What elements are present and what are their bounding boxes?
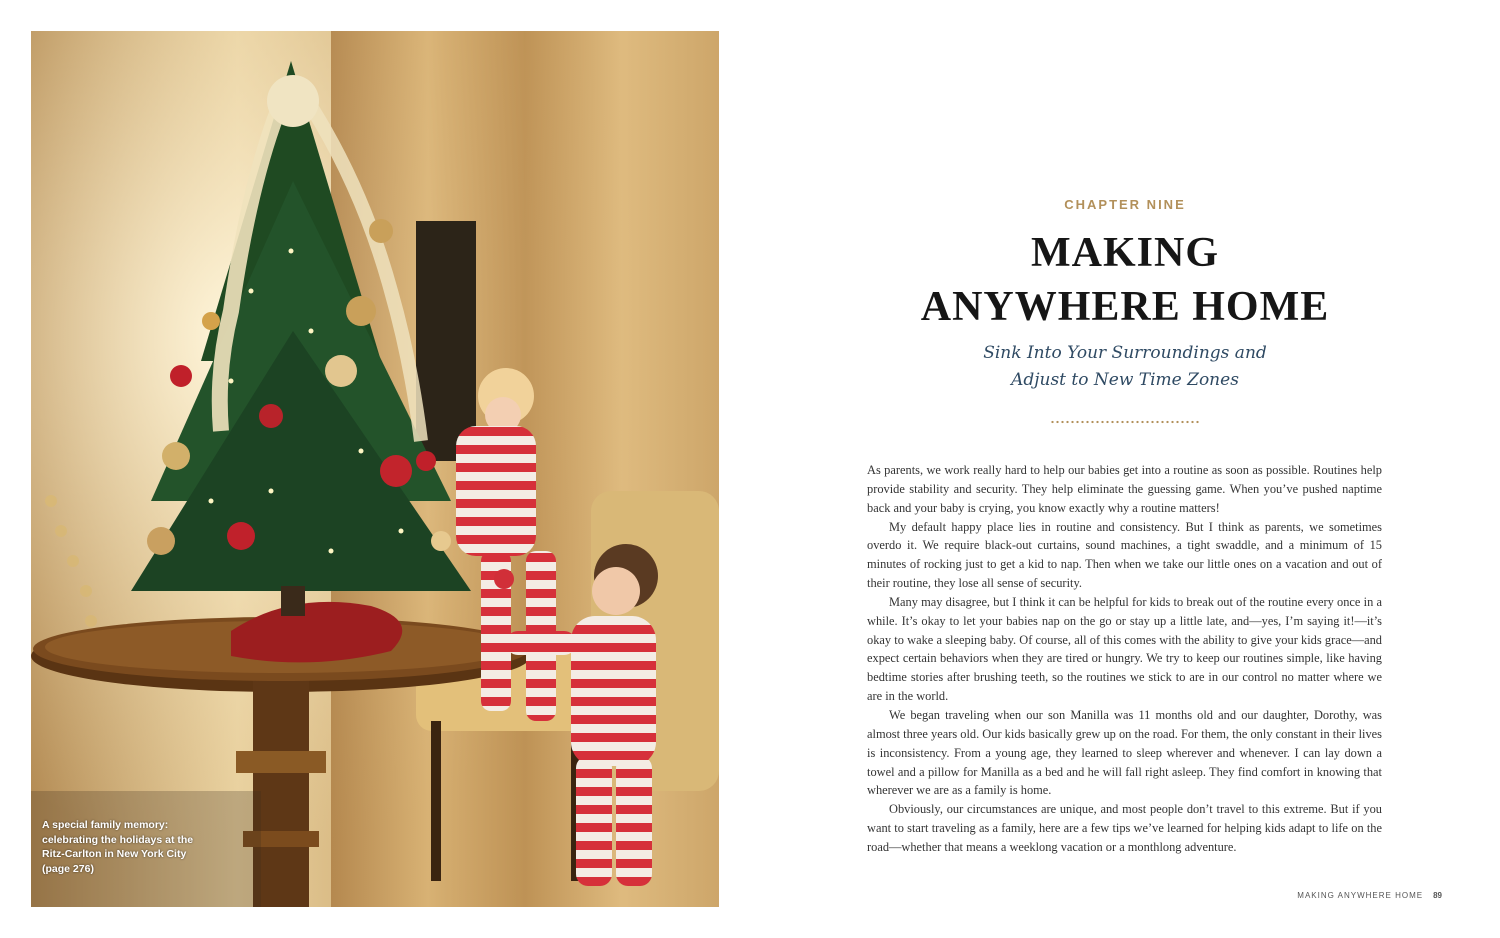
chapter-subtitle-line1: Sink Into Your Surroundings and bbox=[983, 343, 1267, 363]
paragraph: My default happy place lies in routine and consistency. But I think as parents, we sometimes overdo it. We require black-out curtains, sound machines, a tight swaddle, and a minimum of 15 minutes of rocking just to get a kid to nap. Then when we take our little ones on a vacation and out of their routine, they lose all sense of security. bbox=[867, 519, 1382, 591]
dotted-divider bbox=[1050, 420, 1200, 424]
paragraph: Many may disagree, but I think it can be helpful for kids to break out of the routine every once in a while. It’s okay to let your babies nap on the go or stay up a little late, and—yes, I’m saying it!—it’s okay to wake a sleeping baby. Of course, all of this comes with the ability to give your kids grace—and expect certain behaviors when they are tired or hungry. We try to keep our routines simple, like having bedtime stories after brushing teeth, so the routines we stick to are in our control no matter where we are in the world. bbox=[867, 594, 1382, 704]
chapter-title-line2: ANYWHERE HOME bbox=[920, 284, 1330, 330]
chapter-subtitle bbox=[900, 340, 1350, 394]
chapter-subtitle-line2: Adjust to New Time Zones bbox=[1011, 370, 1239, 390]
paragraph: We began traveling when our son Manilla was 11 months old and our daughter, Dorothy, was almost three years old. Our kids basically grew up on the road. For them, the only constant in their lives is inconsistency. From a young age, they learned to sleep wherever and whenever. I can lay down a towel and a pillow for Manilla as a bed and he will fall right asleep. They find comfort in knowing that wherever we are as a family is home. bbox=[867, 707, 1382, 798]
photo-caption: A special family memory: celebrating the holidays at the Ritz-Carlton in New York City (page 276) bbox=[42, 819, 194, 875]
page-footer bbox=[1297, 891, 1442, 900]
photo-illustration bbox=[31, 31, 719, 907]
family-christmas-photo bbox=[31, 31, 719, 907]
running-head: MAKING ANYWHERE HOME bbox=[1297, 891, 1424, 900]
paragraph: Obviously, our circumstances are unique, and most people don’t travel to this extreme. But if you want to start traveling as a family, here are a few tips we’ve learned for helping kids adapt to life on the road—whether that means a weeklong vacation or a monthlong adventure. bbox=[867, 802, 1382, 854]
chapter-title-line1: MAKING bbox=[1031, 230, 1219, 276]
page-number: 89 bbox=[1433, 891, 1442, 900]
body-text bbox=[867, 461, 1382, 857]
chapter-eyebrow: CHAPTER NINE bbox=[1064, 197, 1186, 212]
chapter-title bbox=[860, 226, 1390, 334]
paragraph: As parents, we work really hard to help our babies get into a routine as soon as possible. Routines help provide stability and security. They help eliminate the guessing game. When you’ve pushed naptime back and your baby is crying, you know exactly why a routine matters! bbox=[867, 463, 1382, 515]
